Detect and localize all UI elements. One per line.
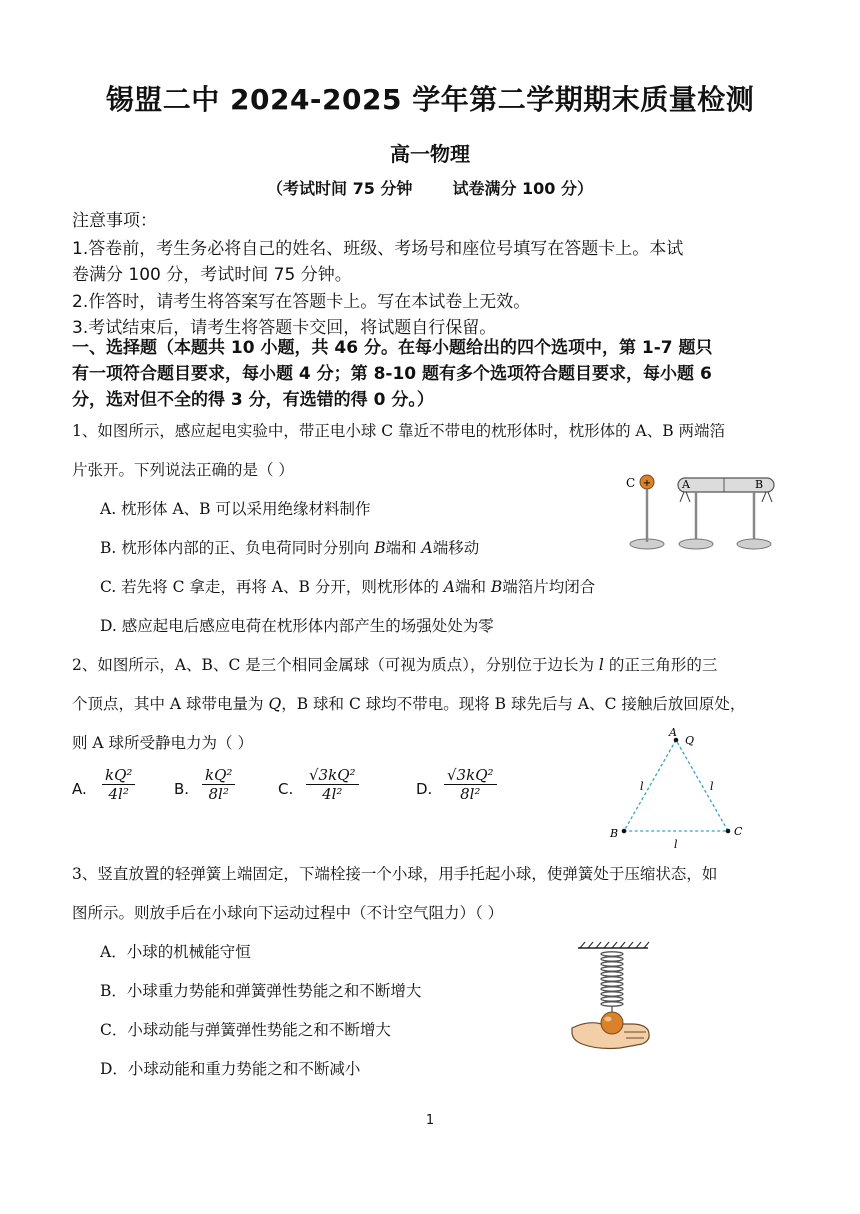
option-label: B. — [174, 780, 190, 798]
question-3-stem: 3、竖直放置的轻弹簧上端固定，下端栓接一个小球，用手托起小球，使弹簧处于压缩状态，如 — [72, 865, 718, 883]
label-b: B — [755, 478, 764, 491]
option-a-fraction — [102, 766, 135, 803]
note-line: 1.答卷前，考生务必将自己的姓名、班级、考场号和座位号填写在答题卡上。本试 — [72, 239, 684, 259]
question-1-option-a: A. 枕形体 A、B 可以采用绝缘材料制作 — [100, 500, 371, 518]
question-1-option-c — [100, 575, 595, 597]
option-b-fraction — [202, 766, 235, 803]
spring-coils — [601, 952, 623, 1006]
label-c: C — [626, 476, 636, 490]
option-math: B — [490, 578, 503, 596]
stem-text: 个顶点，其中 A 球带电量为 — [72, 695, 269, 713]
question-3-option-c: C．小球动能与弹簧弹性势能之和不断增大 — [100, 1021, 391, 1039]
side-label-bottom: l — [674, 838, 678, 851]
fraction-numerator: kQ² — [202, 766, 235, 785]
question-1-option-b — [100, 536, 479, 558]
side-label-left: l — [640, 780, 644, 793]
question-1-stem: 片张开。下列说法正确的是（ ） — [72, 461, 294, 479]
spring-hand-figure — [568, 940, 668, 1066]
stand-base — [737, 539, 771, 549]
exam-time: （考试时间 75 分钟 — [267, 179, 413, 198]
ball-c — [726, 829, 731, 834]
option-text: 端箔片均闭合 — [502, 578, 596, 596]
exam-info — [0, 176, 860, 199]
foil-a — [680, 492, 690, 502]
question-3-option-d: D．小球动能和重力势能之和不断减小 — [100, 1060, 361, 1078]
section-heading: 一、选择题（本题共 10 小题，共 46 分。在每小题给出的四个选项中，第 1-7 题只 — [72, 338, 713, 358]
question-1-stem: 1、如图所示，感应起电实验中，带正电小球 C 靠近不带电的枕形体时，枕形体的 A、B 两端箔 — [72, 422, 726, 440]
option-label: A. — [72, 780, 87, 798]
fraction-denominator: 8l² — [460, 785, 481, 803]
label-q: Q — [685, 734, 695, 747]
label-c: C — [734, 825, 743, 838]
fraction-denominator: 8l² — [208, 785, 229, 803]
note-line: 3.考试结束后，请考生将答题卡交回，将试题自行保留。 — [72, 318, 497, 338]
label-a: A — [669, 726, 677, 739]
side-label-right: l — [710, 780, 714, 793]
fraction-numerator: kQ² — [102, 766, 135, 785]
exam-title: 锡盟二中 2024-2025 学年第二学期期末质量检测 — [105, 83, 755, 116]
fraction-denominator: 4l² — [322, 785, 343, 803]
fraction-denominator: 4l² — [108, 785, 129, 803]
option-label: D. — [416, 780, 433, 798]
stem-text: 2、如图所示，A、B、C 是三个相同金属球（可视为质点），分别位于边长为 — [72, 656, 599, 674]
option-d-fraction — [444, 766, 497, 803]
foil-b — [762, 492, 772, 502]
triangle-figure — [602, 724, 762, 852]
option-math: B — [374, 539, 386, 557]
question-3-option-a: A．小球的机械能守恒 — [100, 943, 251, 961]
ball-b — [622, 829, 627, 834]
exam-score: 试卷满分 100 分） — [452, 179, 593, 198]
question-2-stem: 则 A 球所受静电力为（ ） — [72, 734, 253, 752]
ball — [601, 1012, 623, 1034]
fraction-numerator: √3kQ² — [306, 766, 359, 785]
section-heading: 有一项符合题目要求，每小题 4 分；第 8-10 题有多个选项符合题目要求，每小题 6 — [72, 364, 712, 384]
label-b: B — [610, 827, 619, 840]
option-text: C. 若先将 C 拿走，再将 A、B 分开，则枕形体的 — [100, 578, 444, 596]
note-line: 卷满分 100 分，考试时间 75 分钟。 — [72, 265, 352, 285]
stem-math: Q — [268, 695, 282, 713]
option-text: B. 枕形体内部的正、负电荷同时分别向 — [100, 539, 375, 557]
note-line: 2.作答时，请考生将答案写在答题卡上。写在本试卷上无效。 — [72, 292, 531, 312]
option-label: C. — [278, 780, 294, 798]
option-text: 端和 — [454, 578, 491, 596]
section-heading: 分，选对但不全的得 3 分，有选错的得 0 分。） — [72, 390, 434, 410]
option-c-fraction — [306, 766, 359, 803]
plus-sign: + — [642, 478, 652, 489]
page-number: 1 — [425, 1113, 435, 1128]
pillow-conductor-figure — [618, 466, 788, 556]
option-math: A — [421, 539, 433, 557]
exam-subject: 高一物理 — [390, 142, 470, 166]
question-3-stem: 图所示。则放手后在小球向下运动过程中（不计空气阻力）（ ） — [72, 904, 504, 922]
question-1-option-d: D. 感应起电后感应电荷在枕形体内部产生的场强处处为零 — [100, 617, 494, 635]
stem-text: ，B 球和 C 球均不带电。现将 B 球先后与 A、C 接触后放回原处， — [281, 695, 746, 713]
stand-base — [679, 539, 713, 549]
question-3-option-b: B．小球重力势能和弹簧弹性势能之和不断增大 — [100, 982, 422, 1000]
question-2-stem — [72, 653, 717, 675]
fraction-numerator: √3kQ² — [444, 766, 497, 785]
option-math: A — [443, 578, 455, 596]
notes-heading: 注意事项： — [72, 211, 157, 231]
question-2-stem — [72, 692, 745, 714]
label-a: A — [682, 478, 690, 491]
stem-math: l — [598, 656, 604, 674]
option-text: 端和 — [385, 539, 422, 557]
ceiling-hatch — [580, 942, 649, 948]
option-text: 端移动 — [432, 539, 480, 557]
ball-highlight — [605, 1017, 612, 1022]
stem-text: 的正三角形的三 — [603, 656, 718, 674]
